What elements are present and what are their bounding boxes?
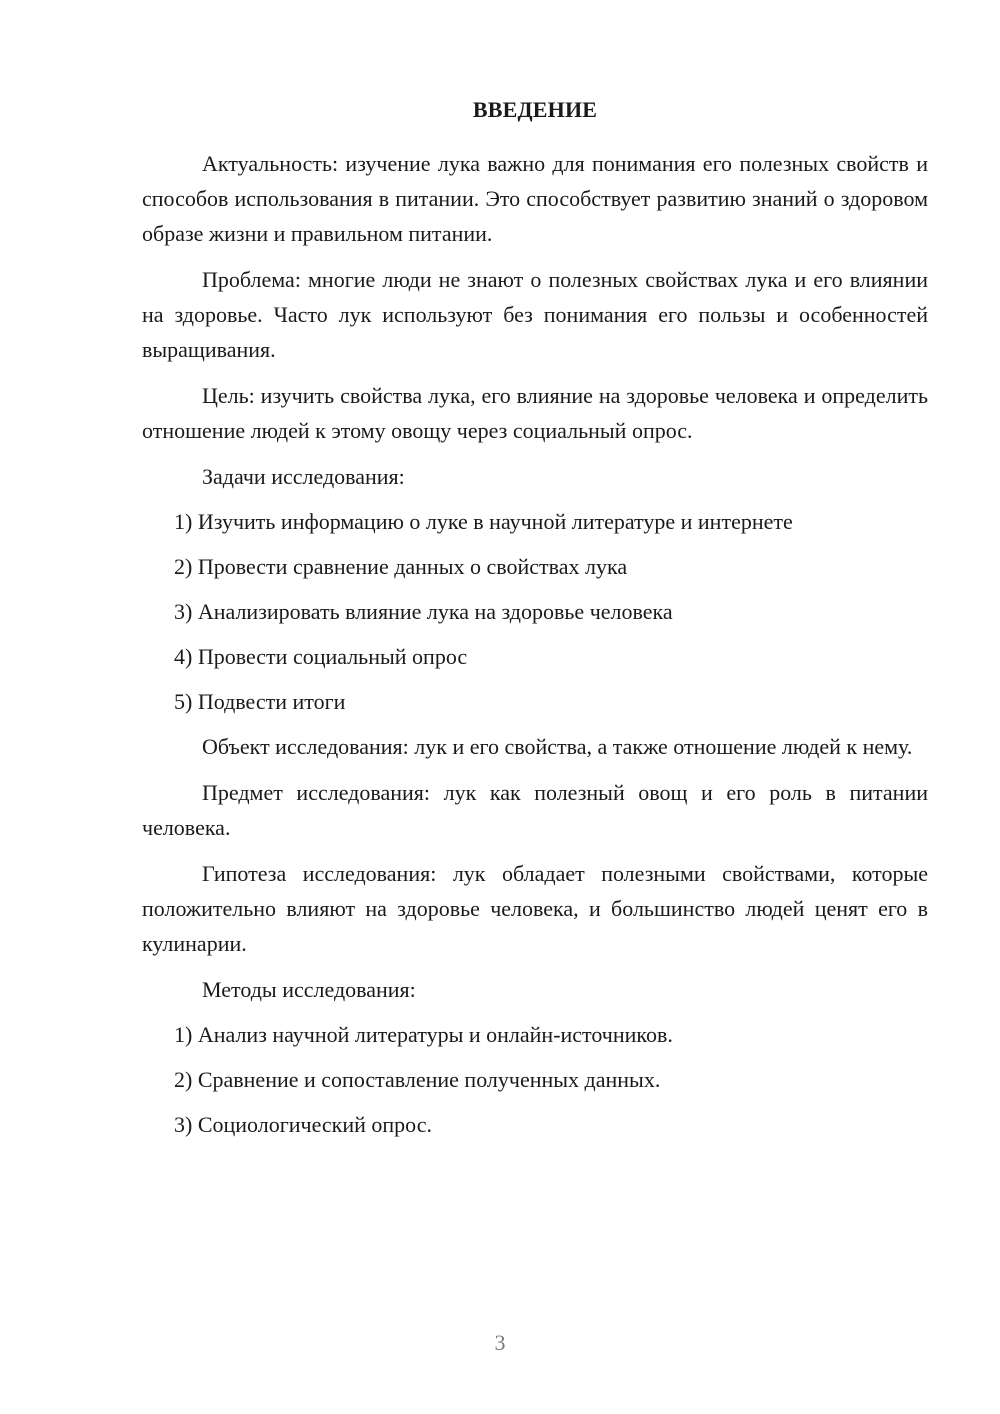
- method-item: 3) Социологический опрос.: [174, 1112, 432, 1137]
- problem-paragraph: Проблема: многие люди не знают о полезных свойствах лука и его влиянии на здоровье. Часто лук используют без понимания его пользы и особенностей выращивания.: [142, 267, 928, 362]
- relevance-paragraph: Актуальность: изучение лука важно для понимания его полезных свойств и способов использования в питании. Это способствует развитию знаний о здоровом образе жизни и правильном питании.: [142, 151, 928, 246]
- methods-label: Методы исследования:: [202, 977, 416, 1002]
- document-page: [142, 92, 928, 1152]
- task-item: 1) Изучить информацию о луке в научной литературе и интернете: [174, 509, 793, 534]
- task-item: 4) Провести социальный опрос: [174, 644, 468, 669]
- object-paragraph: Объект исследования: лук и его свойства, а также отношение людей к нему.: [202, 734, 913, 759]
- subject-paragraph: Предмет исследования: лук как полезный овощ и его роль в питании человека.: [142, 780, 928, 840]
- method-item: 2) Сравнение и сопоставление полученных данных.: [174, 1067, 661, 1092]
- task-item: 2) Провести сравнение данных о свойствах лука: [174, 554, 628, 579]
- tasks-label: Задачи исследования:: [202, 464, 405, 489]
- hypothesis-paragraph: Гипотеза исследования: лук обладает полезными свойствами, которые положительно влияют на здоровье человека, и большинство людей ценят его в кулинарии.: [142, 861, 928, 956]
- section-title: ВВЕДЕНИЕ: [472, 97, 598, 122]
- task-item: 5) Подвести итоги: [174, 689, 346, 714]
- task-item: 3) Анализировать влияние лука на здоровье человека: [174, 599, 673, 624]
- page-number: 3: [494, 1330, 506, 1355]
- goal-paragraph: Цель: изучить свойства лука, его влияние на здоровье человека и определить отношение людей к этому овощу через социальный опрос.: [142, 383, 928, 443]
- method-item: 1) Анализ научной литературы и онлайн-источников.: [174, 1022, 673, 1047]
